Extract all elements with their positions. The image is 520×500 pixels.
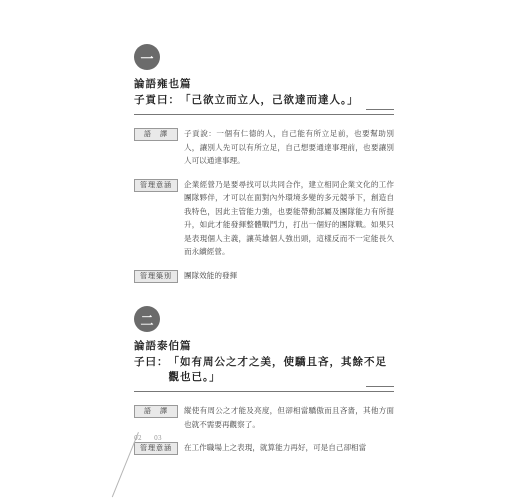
entry-text: 企業經營乃是要尋找可以共同合作，建立相同企業文化的工作團隊夥伴，才可以在面對內外環境多變的多元競爭下，創造自我特色，因此主管能力強，也要能帶動部屬及團隊能力有所提升，如此才能發揮整體戰鬥力，打出一個好的團隊戰。如果只是表現個人主義，讓英雄個人強出頭，這樣反而不一定能長久而永續經營。 xyxy=(184,179,394,256)
entry-text: 團隊效能的發揮 xyxy=(184,270,238,280)
tag-management-category: 管理築別 xyxy=(134,270,178,283)
quote-underline xyxy=(134,114,394,115)
quote-text: 「如有周公之才之美，使驕且吝，其餘不足觀也已。」 xyxy=(168,356,387,383)
section-2 xyxy=(134,306,394,455)
tag-translation: 語 譯 xyxy=(134,128,178,141)
entry-management-meaning xyxy=(134,178,394,259)
page-number-left: 02 xyxy=(134,435,142,442)
tag-translation: 語 譯 xyxy=(134,405,178,418)
quote-text: 「己欲立而立人，己欲達而達人。」 xyxy=(180,94,359,106)
entry-translation xyxy=(134,404,394,431)
quote-speaker: 子曰： xyxy=(134,356,169,368)
entry-text: 在工作職場上之表現，就算能力再好，可是自己卻相當 xyxy=(184,443,367,452)
quote xyxy=(134,93,394,108)
section-number-badge: 二 xyxy=(134,306,160,332)
section-1 xyxy=(134,44,394,283)
entry-text: 子貢說：一個有仁德的人，自己能有所立足前，也要幫助別人，讓別人先可以有所立足，自己想要通達事理前，也要讓別人可以通達事理。 xyxy=(184,129,394,165)
section-number-badge: 一 xyxy=(134,44,160,70)
entry-management-category xyxy=(134,269,394,283)
quote-underline xyxy=(134,391,394,392)
quote xyxy=(134,355,394,385)
entry-text: 縱使有周公之才能及亮度，但卻相當驕傲而且吝嗇，其他方面也就不需要再觀察了。 xyxy=(184,406,394,429)
chapter-title: 論語雍也篇 xyxy=(134,78,192,90)
entry-translation xyxy=(134,127,394,168)
tag-management-meaning: 管理意涵 xyxy=(134,442,178,455)
chapter-title: 論語泰伯篇 xyxy=(134,340,192,352)
quote-speaker: 子貢曰： xyxy=(134,94,180,106)
entry-management-meaning xyxy=(134,441,394,455)
page-number-right: 03 xyxy=(154,435,162,442)
tag-management-meaning: 管理意涵 xyxy=(134,179,178,192)
